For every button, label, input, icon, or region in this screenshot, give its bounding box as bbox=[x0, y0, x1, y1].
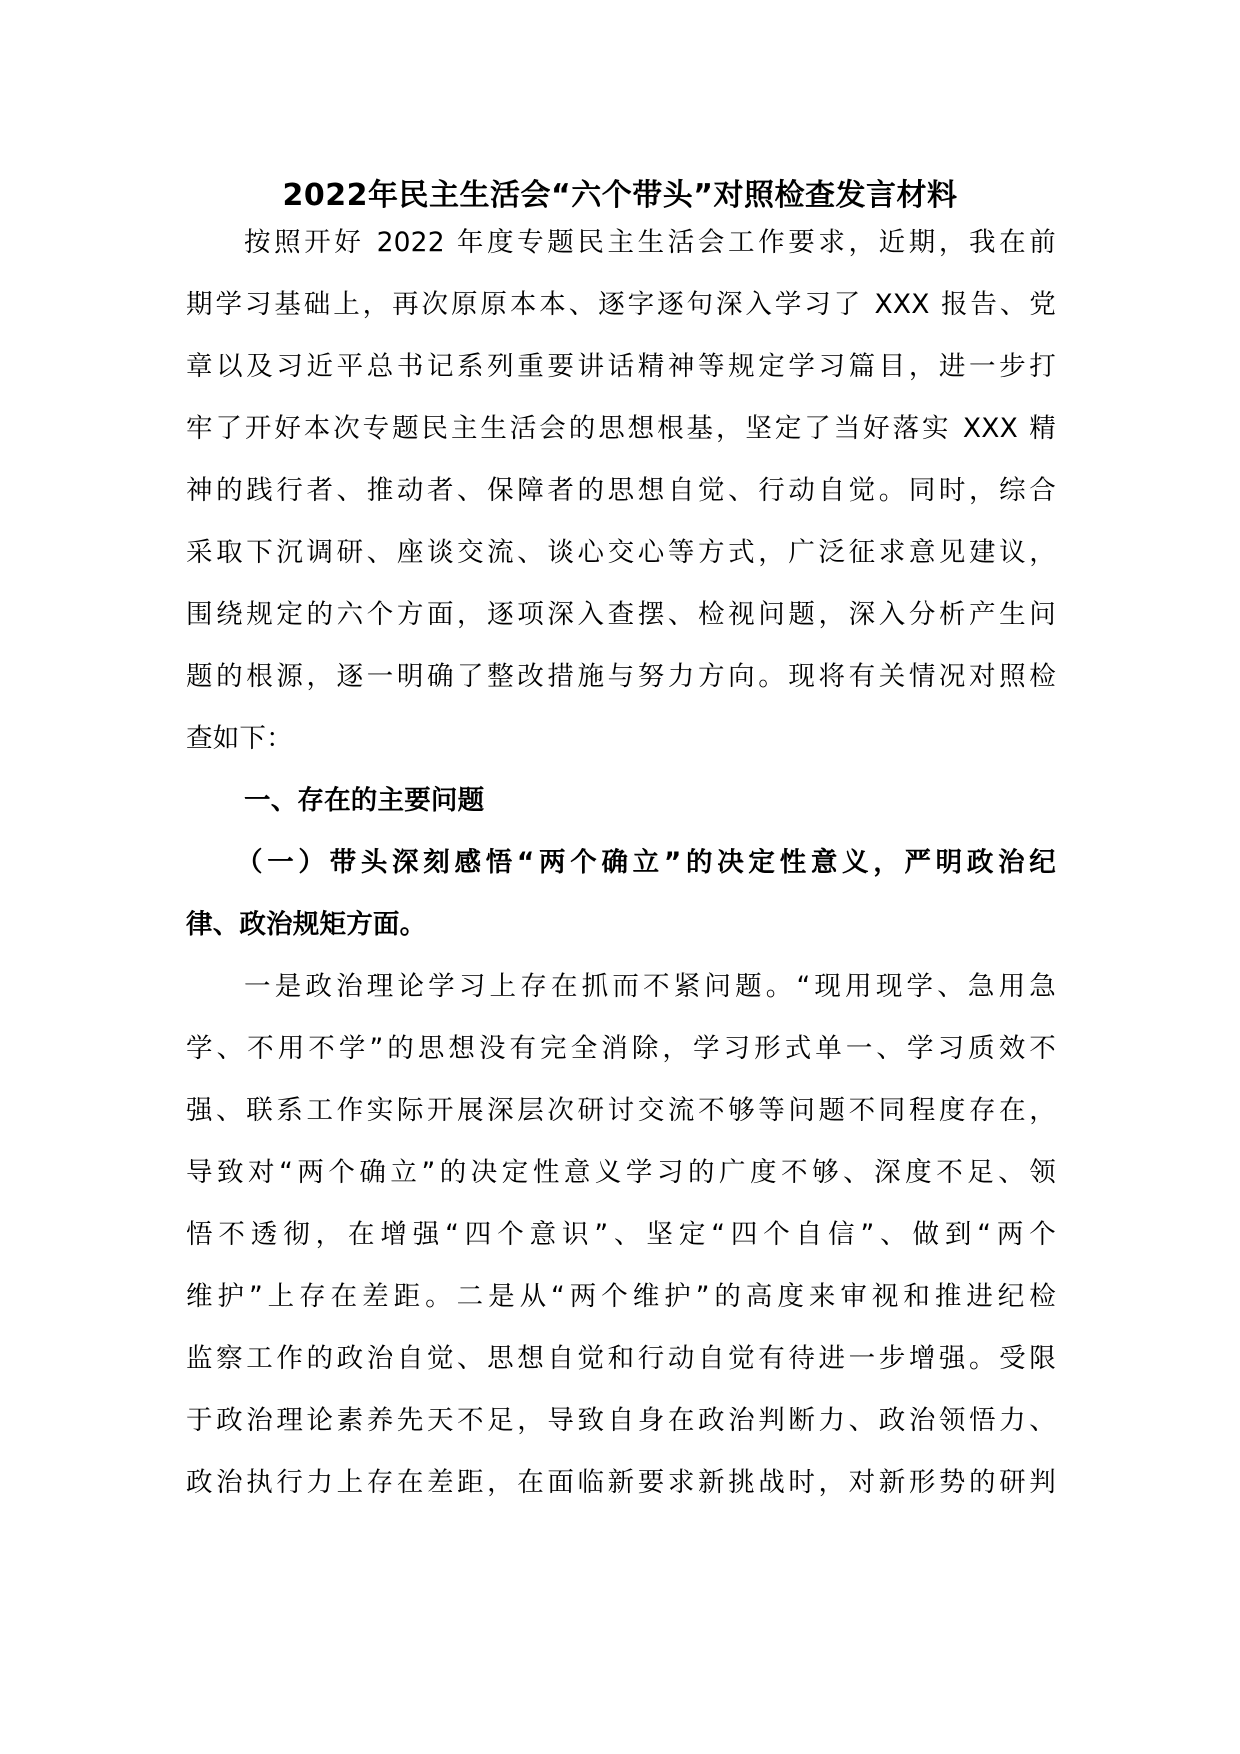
subsection-heading: （一）带头深刻感悟“两个确立”的决定性意义，严明政治纪 bbox=[236, 847, 1056, 878]
paragraph-line: 导致对“两个确立”的决定性意义学习的广度不够、深度不足、领 bbox=[186, 1157, 1056, 1188]
paragraph-line: 章以及习近平总书记系列重要讲话精神等规定学习篇目，进一步打 bbox=[186, 351, 1056, 382]
paragraph-line: 按照开好 2022 年度专题民主生活会工作要求，近期，我在前 bbox=[244, 227, 1056, 258]
paragraph-line: 监察工作的政治自觉、思想自觉和行动自觉有待进一步增强。受限 bbox=[186, 1343, 1056, 1374]
paragraph-line: 题的根源，逐一明确了整改措施与努力方向。现将有关情况对照检 bbox=[186, 661, 1056, 692]
paragraph-line: 神的践行者、推动者、保障者的思想自觉、行动自觉。同时，综合 bbox=[186, 475, 1056, 506]
subsection-heading: 律、政治规矩方面。 bbox=[186, 909, 427, 940]
paragraph-line: 于政治理论素养先天不足，导致自身在政治判断力、政治领悟力、 bbox=[186, 1405, 1056, 1436]
paragraph-line: 采取下沉调研、座谈交流、谈心交心等方式，广泛征求意见建议， bbox=[186, 537, 1056, 568]
paragraph-line: 学、不用不学”的思想没有完全消除，学习形式单一、学习质效不 bbox=[186, 1033, 1056, 1064]
paragraph-line: 牢了开好本次专题民主生活会的思想根基，坚定了当好落实 XXX 精 bbox=[186, 413, 1056, 444]
paragraph-line: 围绕规定的六个方面，逐项深入查摆、检视问题，深入分析产生问 bbox=[186, 599, 1056, 630]
paragraph-line: 悟不透彻，在增强“四个意识”、坚定“四个自信”、做到“两个 bbox=[186, 1219, 1056, 1250]
paragraph-line: 维护”上存在差距。二是从“两个维护”的高度来审视和推进纪检 bbox=[186, 1281, 1056, 1312]
paragraph-line: 强、联系工作实际开展深层次研讨交流不够等问题不同程度存在， bbox=[186, 1095, 1056, 1126]
section-heading: 一、存在的主要问题 bbox=[244, 785, 485, 816]
paragraph-line: 期学习基础上，再次原原本本、逐字逐句深入学习了 XXX 报告、党 bbox=[186, 289, 1056, 320]
paragraph-line: 一是政治理论学习上存在抓而不紧问题。“现用现学、急用急 bbox=[244, 971, 1056, 1002]
paragraph-line: 查如下： bbox=[186, 723, 293, 754]
paragraph-line: 政治执行力上存在差距，在面临新要求新挑战时，对新形势的研判 bbox=[186, 1467, 1056, 1498]
document-title: 2022年民主生活会“六个带头”对照检查发言材料 bbox=[282, 178, 958, 213]
